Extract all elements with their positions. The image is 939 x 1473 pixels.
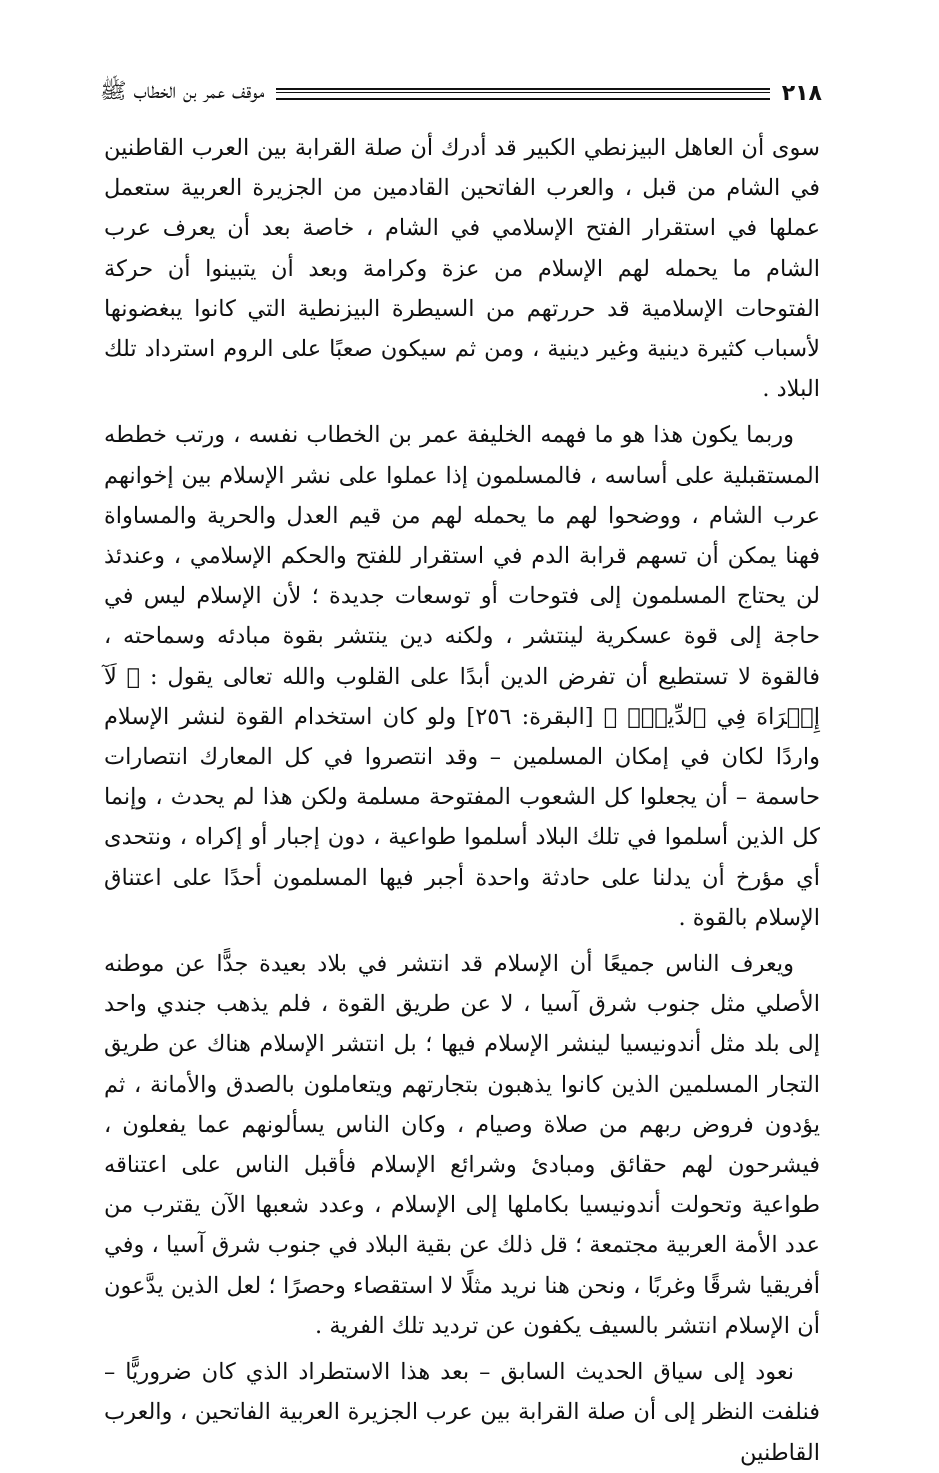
page-number: ٢١٨ bbox=[781, 80, 822, 106]
paragraph: نعود إلى سياق الحديث السابق – بعد هذا الاستطراد الذي كان ضروريًّا – فنلفت النظر إلى أن صلة القرابة بين عرب الجزيرة العربية الفاتحين ، والعرب القاطنين bbox=[104, 1359, 820, 1466]
paragraph: وربما يكون هذا هو ما فهمه الخليفة عمر بن الخطاب نفسه ، ورتب خططه المستقبلية على أساسه ، فالمسلمون إذا عملوا على نشر الإسلام بين إخوانهم عرب الشام ، ووضحوا لهم ما يحمله لهم من قيم العدل والحرية والمساواة فهنا يمكن أن تسهم قرابة الدم في استقرار للفتح والحكم الإسلامي ، وعندئذ لن يحتاج المسلمون إلى فتوحات أو توسعات جديدة ؛ لأن الإسلام ليس في حاجة إلى قوة عسكرية لينتشر ، ولكنه دين ينتشر بقوة مبادئه وسماحته ، فالقوة لا تستطيع أن تفرض الدين أبدًا على القلوب والله تعالى يقول : ﴿ لَآ إِكۡرَاهَ فِي ٱلدِّينِۖ ﴾ [البقرة: ٢٥٦] ولو كان استخدام القوة لنشر الإسلام واردًا لكان في إمكان المسلمين – وقد انتصروا في كل المعارك انتصارات حاسمة – أن يجعلوا كل الشعوب المفتوحة مسلمة ولكن هذا لم يحدث ، وإنما كل الذين أسلموا في تلك البلاد أسلموا طواعية ، دون إجبار أو إكراه ، ونتحدى أي مؤرخ أن يدلنا على حادثة واحدة أجبر فيها المسلمون أحدًا على اعتناق الإسلام بالقوة . bbox=[104, 422, 821, 931]
paragraph: سوى أن العاهل البيزنطي الكبير قد أدرك أن صلة القرابة بين العرب القاطنين في الشام من قبل ، والعرب الفاتحين القادمين من الجزيرة العربية ستعمل عملها في استقرار الفتح الإسلامي في الشام ، خاصة بعد أن يعرف عرب الشام ما يحمله لهم الإسلام من عزة وكرامة وبعد أن يتبينوا أن حركة الفتوحات الإسلامية قد حررتهم من السيطرة البيزنطية التي كانوا يبغضونها لأسباب كثيرة دينية وغير دينية ، ومن ثم سيكون صعبًا على الروم استرداد تلك البلاد . bbox=[104, 135, 820, 403]
header-divider bbox=[276, 88, 769, 100]
body-text bbox=[104, 128, 820, 1473]
page-header bbox=[100, 76, 822, 110]
paragraph: ويعرف الناس جميعًا أن الإسلام قد انتشر في بلاد بعيدة جدًّا عن موطنه الأصلي مثل جنوب شرق آسيا ، لا عن طريق القوة ، فلم يذهب جندي واحد إلى بلد مثل أندونيسيا لينشر الإسلام فيها ؛ بل انتشر الإسلام هناك عن طريق التجار المسلمين الذين كانوا يذهبون بتجارتهم ويتعاملون بالصدق والأمانة ، ثم يؤدون فروض ربهم من صلاة وصيام ، وكان الناس يسألونهم عما يفعلون ، فيشرحون لهم حقائق ومبادئ وشرائع الإسلام فأقبل الناس على اعتناقه طواعية وتحولت أندونيسيا بكاملها إلى الإسلام ، وعدد شعبها الآن يقترب من عدد الأمة العربية مجتمعة ؛ قل ذلك عن بقية البلاد في جنوب شرق آسيا ، وفي أفريقيا شرقًا وغربًا ، ونحن هنا نريد مثلًا لا استقصاء وحصرًا ؛ لعل الذين يدَّعون أن الإسلام انتشر بالسيف يكفون عن ترديد تلك الفرية . bbox=[104, 951, 820, 1339]
running-title: موقف عمر بن الخطاب ﷺ bbox=[100, 79, 265, 104]
